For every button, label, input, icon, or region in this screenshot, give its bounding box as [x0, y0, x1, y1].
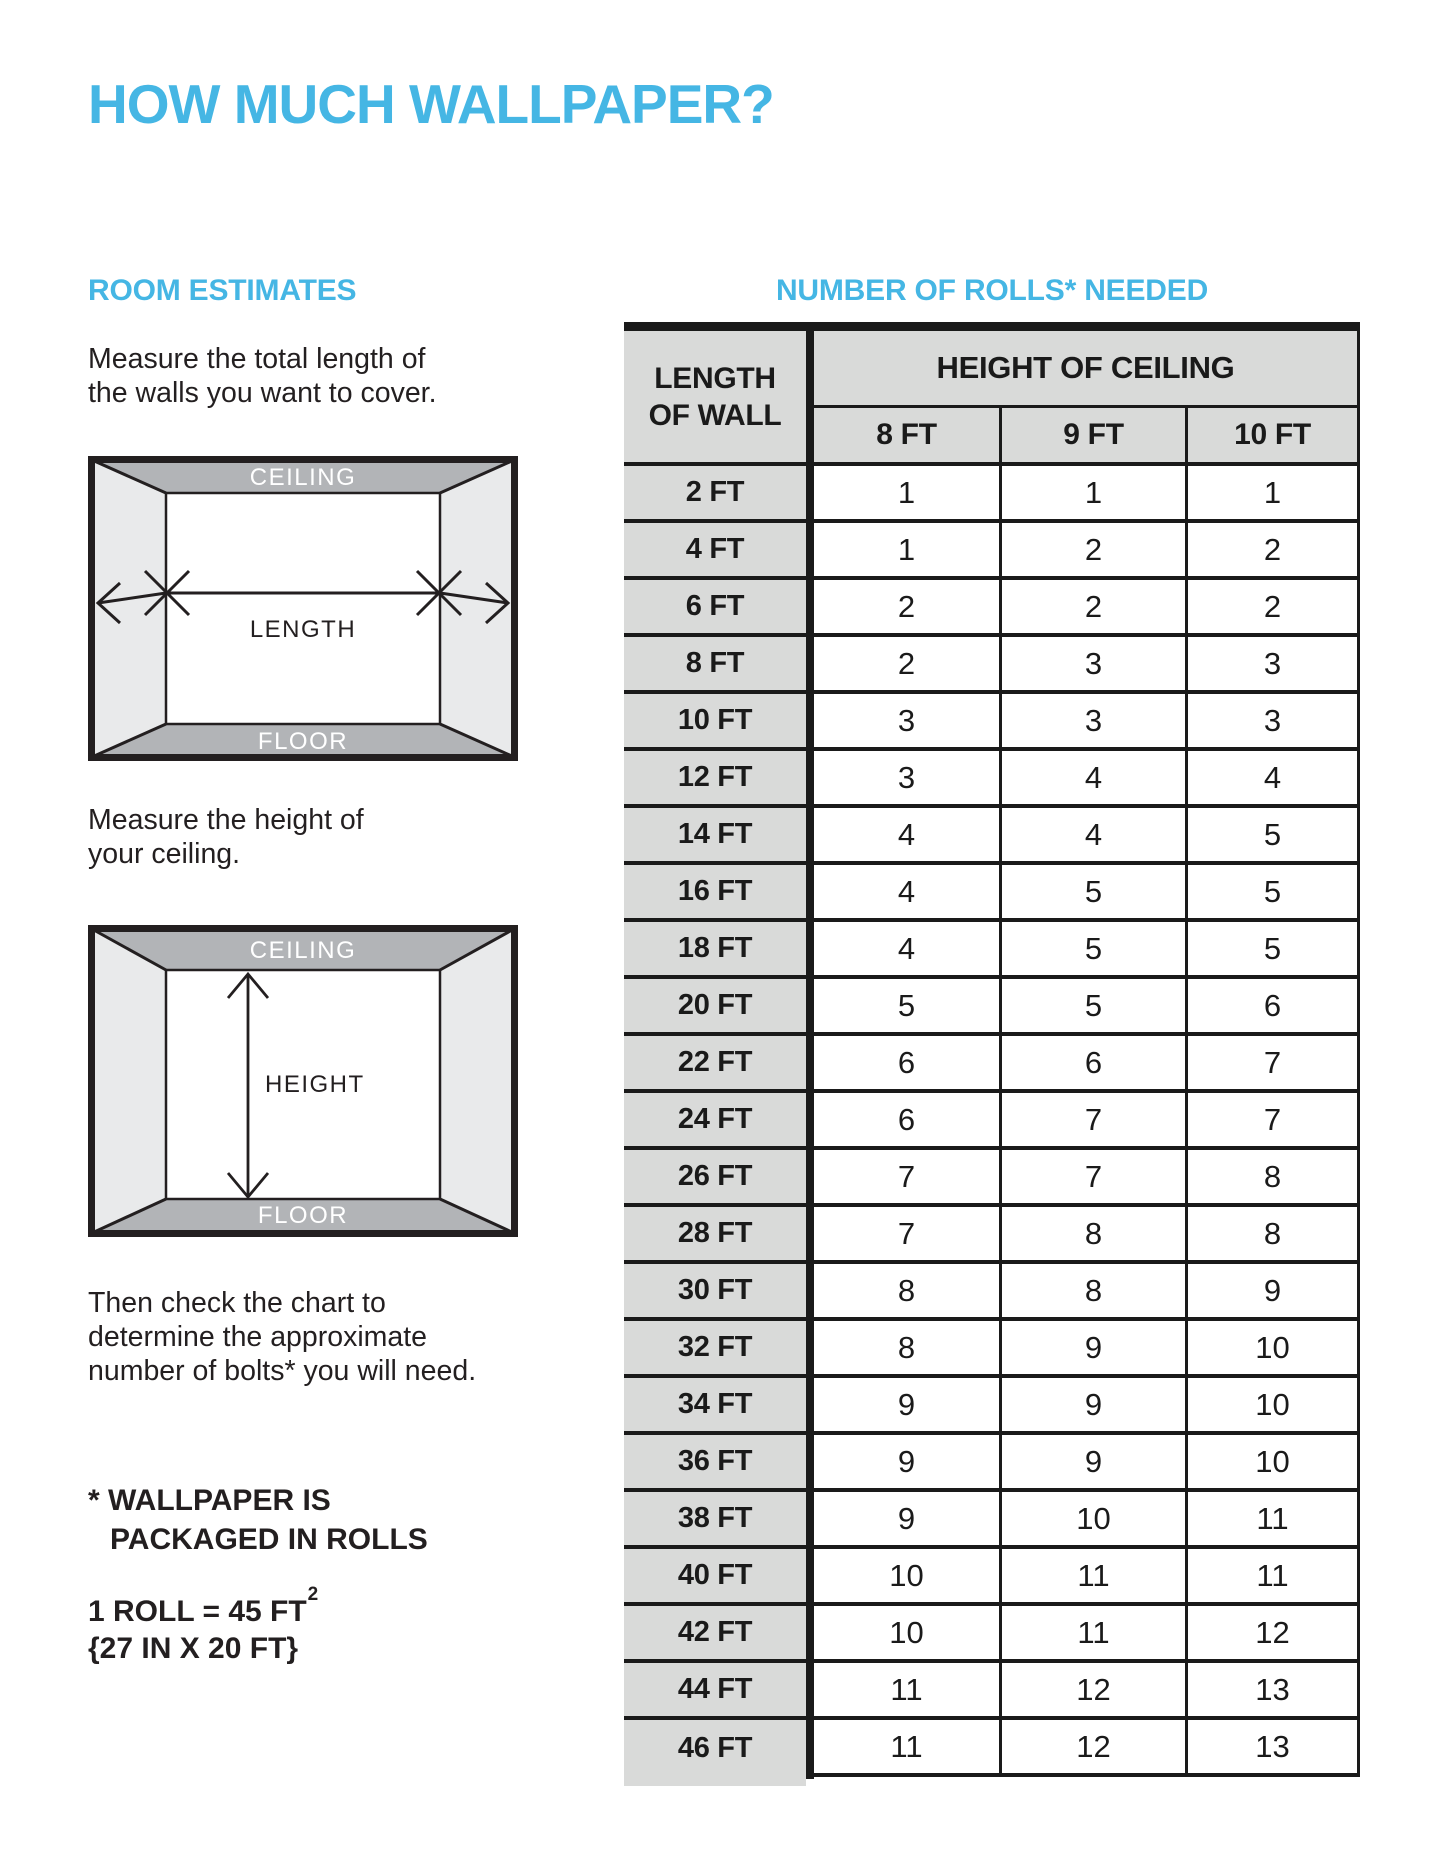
row-label: 34 FT	[624, 1378, 806, 1435]
roll-count-cell: 6	[999, 1036, 1185, 1093]
rolls-needed-heading: NUMBER OF ROLLS* NEEDED	[775, 274, 1209, 307]
roll-count-cell: 10	[1185, 1435, 1357, 1492]
roll-equation: 1 ROLL = 45 $FT^2$	[88, 1584, 319, 1628]
paragraph-line: Then check the chart to	[88, 1287, 386, 1319]
superscript-2: 2	[307, 1584, 319, 1605]
roll-count-cell: 5	[999, 979, 1185, 1036]
row-label: 6 FT	[624, 580, 806, 637]
roll-count-cell: 3	[814, 694, 999, 751]
row-header-line: OF WALL	[648, 398, 782, 432]
roll-count-cell: 11	[999, 1606, 1185, 1663]
paragraph-measure-length	[88, 342, 437, 410]
roll-count-cell: 8	[1185, 1207, 1357, 1264]
roll-dimensions: {27 IN X 20 FT}	[88, 1632, 299, 1665]
room-length-diagram	[88, 456, 518, 761]
roll-count-cell: 4	[999, 751, 1185, 808]
roll-count-cell: 5	[814, 979, 999, 1036]
roll-count-cell: 10	[1185, 1378, 1357, 1435]
roll-count-cell: 13	[1185, 1663, 1357, 1720]
ceiling-label: CEILING	[249, 937, 357, 964]
paragraph-measure-height	[88, 803, 364, 871]
roll-count-cell: 7	[1185, 1036, 1357, 1093]
row-label: 16 FT	[624, 865, 806, 922]
roll-count-cell: 11	[1185, 1549, 1357, 1606]
ceiling-9ft-column-header: 9 FT	[999, 408, 1185, 466]
footnote-line: PACKAGED IN ROLLS	[110, 1523, 428, 1556]
ceiling-label: CEILING	[249, 464, 357, 491]
rolls-table	[814, 331, 1360, 1777]
roll-count-cell: 6	[814, 1093, 999, 1150]
roll-count-cell: 5	[1185, 865, 1357, 922]
floor-label: FLOOR	[257, 1202, 349, 1229]
roll-count-cell: 7	[999, 1093, 1185, 1150]
row-header-line: LENGTH	[654, 361, 776, 395]
roll-count-cell: 5	[1185, 808, 1357, 865]
roll-count-cell: 3	[999, 637, 1185, 694]
roll-count-cell: 4	[814, 865, 999, 922]
roll-count-cell: 9	[999, 1435, 1185, 1492]
room-height-diagram	[88, 925, 518, 1237]
roll-count-cell: 2	[999, 580, 1185, 637]
row-label: 30 FT	[624, 1264, 806, 1321]
table-top-border	[624, 322, 1360, 331]
roll-count-cell: 9	[1185, 1264, 1357, 1321]
roll-count-cell: 2	[1185, 523, 1357, 580]
row-label: 22 FT	[624, 1036, 806, 1093]
row-label: 38 FT	[624, 1492, 806, 1549]
roll-count-cell: 12	[999, 1720, 1185, 1777]
roll-count-cell: 11	[814, 1663, 999, 1720]
footnote-line: * WALLPAPER IS	[88, 1484, 331, 1517]
paragraph-line: number of bolts* you will need.	[88, 1355, 477, 1387]
row-label: 10 FT	[624, 694, 806, 751]
roll-count-cell: 5	[1185, 922, 1357, 979]
roll-count-cell: 5	[999, 865, 1185, 922]
height-label: HEIGHT	[265, 1071, 365, 1098]
row-label: 32 FT	[624, 1321, 806, 1378]
row-label-column	[624, 331, 806, 1786]
roll-count-cell: 3	[1185, 694, 1357, 751]
roll-count-cell: 9	[999, 1321, 1185, 1378]
roll-count-cell: 9	[999, 1378, 1185, 1435]
roll-count-cell: 2	[999, 523, 1185, 580]
roll-count-cell: 3	[814, 751, 999, 808]
roll-count-cell: 4	[814, 808, 999, 865]
paragraph-line: the walls you want to cover.	[88, 377, 437, 409]
row-label: 24 FT	[624, 1093, 806, 1150]
row-label: 4 FT	[624, 523, 806, 580]
roll-count-cell: 7	[999, 1150, 1185, 1207]
roll-count-cell: 11	[1185, 1492, 1357, 1549]
roll-count-cell: 8	[999, 1207, 1185, 1264]
roll-count-cell: 9	[814, 1492, 999, 1549]
row-label-column-cells	[624, 466, 806, 1777]
roll-count-cell: 10	[1185, 1321, 1357, 1378]
floor-label: FLOOR	[257, 728, 349, 755]
row-label: 28 FT	[624, 1207, 806, 1264]
row-label: 42 FT	[624, 1606, 806, 1663]
roll-count-cell: 2	[814, 580, 999, 637]
roll-count-cell: 12	[999, 1663, 1185, 1720]
roll-count-cell: 9	[814, 1435, 999, 1492]
length-label: LENGTH	[249, 616, 357, 643]
roll-count-cell: 13	[1185, 1720, 1357, 1777]
paragraph-line: your ceiling.	[88, 838, 241, 870]
roll-count-cell: 11	[814, 1720, 999, 1777]
roll-count-cell: 8	[814, 1264, 999, 1321]
row-label: 36 FT	[624, 1435, 806, 1492]
roll-count-cell: 3	[999, 694, 1185, 751]
table-thick-divider	[806, 322, 814, 1779]
roll-count-cell: 12	[1185, 1606, 1357, 1663]
paragraph-line: Measure the total length of	[88, 343, 426, 375]
footnote-wallpaper-rolls	[88, 1481, 428, 1559]
paragraph-line: determine the approximate	[88, 1321, 428, 1353]
roll-count-cell: 6	[814, 1036, 999, 1093]
roll-count-cell: 6	[1185, 979, 1357, 1036]
page-title: HOW MUCH WALLPAPER?	[88, 73, 774, 135]
roll-count-cell: 3	[1185, 637, 1357, 694]
row-label: 40 FT	[624, 1549, 806, 1606]
roll-size-info	[88, 1586, 317, 1667]
roll-count-cell: 9	[814, 1378, 999, 1435]
row-label: 44 FT	[624, 1663, 806, 1720]
ceiling-8ft-column-header: 8 FT	[814, 408, 999, 466]
roll-count-cell: 1	[814, 466, 999, 523]
roll-count-cell: 7	[814, 1207, 999, 1264]
roll-count-cell: 1	[999, 466, 1185, 523]
right-wall-surface	[440, 929, 514, 1233]
roll-count-cell: 5	[999, 922, 1185, 979]
left-wall-surface	[92, 929, 166, 1233]
roll-count-cell: 4	[1185, 751, 1357, 808]
roll-count-cell: 2	[814, 637, 999, 694]
row-label: 2 FT	[624, 466, 806, 523]
paragraph-line: Measure the height of	[88, 804, 364, 836]
roll-count-cell: 1	[814, 523, 999, 580]
row-label: 12 FT	[624, 751, 806, 808]
room-estimates-heading: ROOM ESTIMATES	[88, 274, 357, 307]
roll-count-cell: 10	[814, 1549, 999, 1606]
roll-count-cell: 4	[999, 808, 1185, 865]
roll-count-cell: 11	[999, 1549, 1185, 1606]
row-label: 26 FT	[624, 1150, 806, 1207]
row-header-length-of-wall	[624, 331, 806, 466]
row-label: 46 FT	[677, 1732, 753, 1764]
roll-count-cell: 2	[1185, 580, 1357, 637]
roll-count-cell: 8	[1185, 1150, 1357, 1207]
roll-count-cell: 10	[999, 1492, 1185, 1549]
height-of-ceiling-header: HEIGHT OF CEILING	[814, 331, 1357, 408]
row-label: 8 FT	[624, 637, 806, 694]
row-label: 20 FT	[624, 979, 806, 1036]
ceiling-10ft-column-header: 10 FT	[1185, 408, 1357, 466]
roll-count-cell: 10	[814, 1606, 999, 1663]
roll-count-cell: 8	[999, 1264, 1185, 1321]
paragraph-check-chart	[88, 1286, 476, 1388]
row-label: 14 FT	[624, 808, 806, 865]
roll-count-cell: 8	[814, 1321, 999, 1378]
back-wall	[166, 493, 440, 724]
roll-count-cell: 1	[1185, 466, 1357, 523]
roll-count-cell: 4	[814, 922, 999, 979]
roll-count-cell: 7	[1185, 1093, 1357, 1150]
row-label: 18 FT	[624, 922, 806, 979]
roll-count-cell: 7	[814, 1150, 999, 1207]
